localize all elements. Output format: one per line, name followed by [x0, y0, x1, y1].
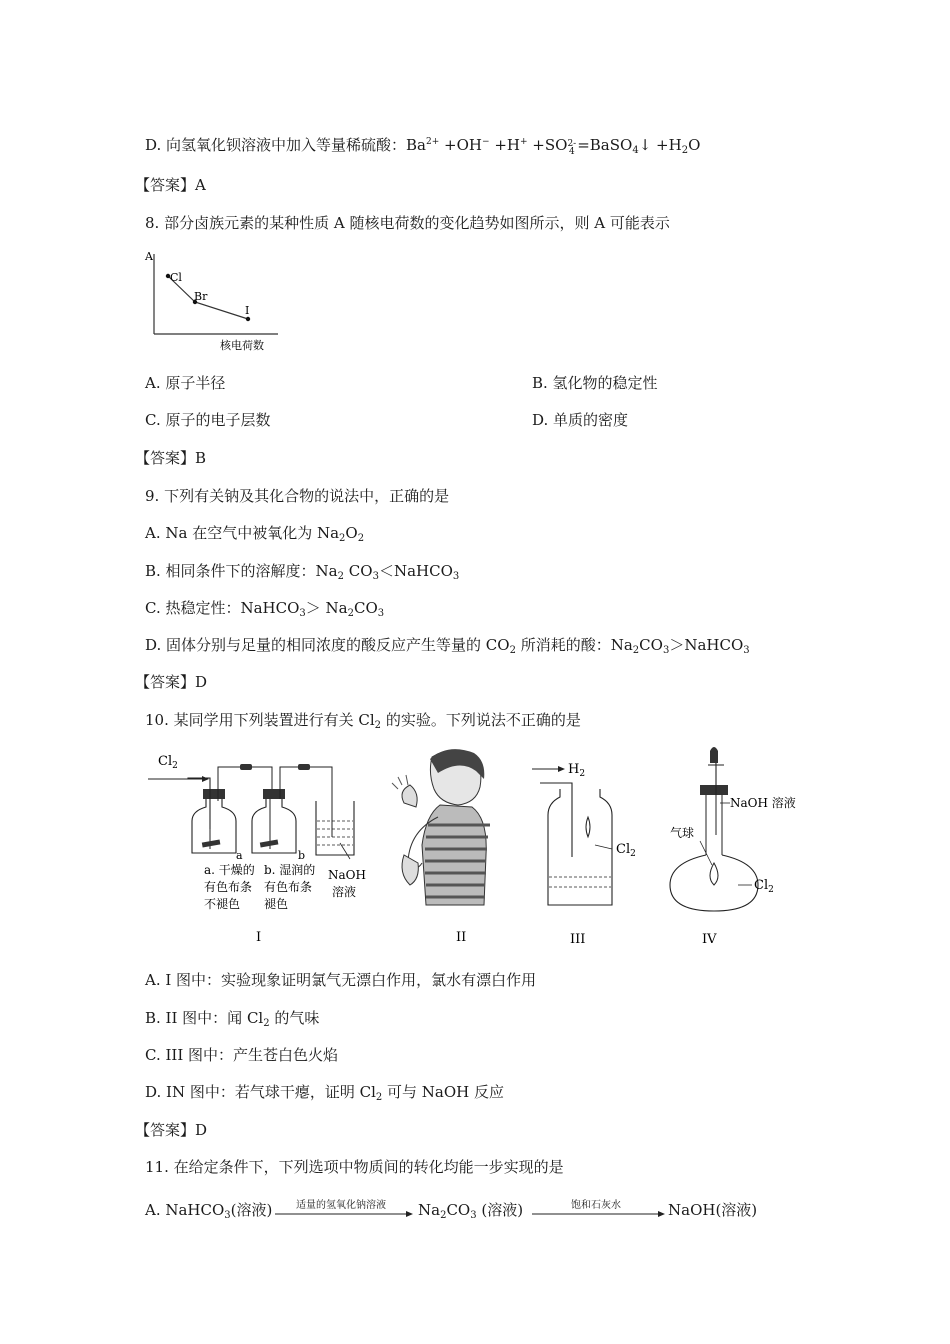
q9-option-c: C. 热稳定性：NaHCO$_3$＞ $Na_2CO_3$ [145, 599, 385, 619]
q10-answer: 【答案】D [135, 1121, 208, 1139]
svg-text:a: a [236, 849, 243, 862]
svg-text:b: b [298, 849, 306, 862]
q8-option-c: C. 原子的电子层数 [145, 411, 271, 429]
q11-option-a-mid: $Na_2CO_3$ (溶液) [418, 1201, 524, 1221]
q8-option-d: D. 单质的密度 [532, 411, 629, 429]
q7-answer: 【答案】A [135, 176, 206, 194]
figure-ii-smelling [392, 749, 490, 945]
svg-text:III: III [570, 932, 586, 947]
q10-option-c: C. III 图中：产生苍白色火焰 [145, 1046, 339, 1064]
q10-option-b: B. II 图中：闻 $Cl_2$ 的气味 [145, 1009, 320, 1029]
reaction-arrow-2: 饱和石灰水 [532, 1196, 665, 1220]
q8-option-b: B. 氢化物的稳定性 [532, 374, 658, 392]
label-i: I [245, 304, 250, 317]
svg-text:有色布条: 有色布条 [264, 880, 313, 894]
svg-text:Cl2: $Cl_2$ [158, 754, 178, 771]
svg-text:NaOH 溶液: NaOH 溶液 [730, 796, 796, 810]
q10-stem: 10. 某同学用下列装置进行有关 $Cl_2$ 的实验。下列说法不正确的是 [145, 711, 581, 731]
x-axis-label: 核电荷数 [220, 339, 264, 352]
svg-text:溶液: 溶液 [332, 885, 357, 899]
svg-text:气球: 气球 [670, 826, 695, 840]
svg-text:Cl2: $Cl_2$ [754, 878, 774, 895]
svg-text:NaOH: NaOH [328, 868, 366, 882]
svg-text:II: II [456, 930, 467, 945]
svg-text:H2: $H_2$ [568, 762, 586, 779]
svg-text:有色布条: 有色布条 [204, 880, 253, 894]
svg-text:不褪色: 不褪色 [204, 897, 241, 911]
q8-stem: 8. 部分卤族元素的某种性质 A 随核电荷数的变化趋势如图所示，则 A 可能表示 [145, 214, 670, 232]
label-cl: Cl [170, 271, 182, 284]
svg-text:b. 湿润的: b. 湿润的 [264, 863, 316, 877]
q9-option-a: A. Na 在空气中被氧化为 $Na_2O_2$ [145, 524, 365, 544]
sulfate-charge: 2- 4 [567, 139, 577, 157]
figure-iii-h2-burning [532, 762, 636, 947]
svg-text:a. 干燥的: a. 干燥的 [204, 863, 255, 877]
q11-option-a-end: NaOH(溶液) [668, 1201, 758, 1219]
q9-stem: 9. 下列有关钠及其化合物的说法中，正确的是 [145, 487, 450, 505]
svg-text:IV: IV [702, 932, 717, 947]
q7-option-d: D. 向氢氧化钡溶液中加入等量稀硫酸：$Ba^{2+} +OH^- +H^+ +SO$ 2- 4 =BaSO$_4$↓ $+H_2O$ [145, 136, 701, 157]
q9-option-b: B. 相同条件下的溶解度：$Na_2$ $CO_3<NaHCO_3$ [145, 562, 460, 582]
q8-option-a: A. 原子半径 [145, 374, 226, 392]
point-i [246, 317, 250, 321]
y-axis-label: A [145, 250, 153, 263]
q8-answer: 【答案】B [135, 449, 207, 467]
q10-option-d: D. IN 图中：若气球干瘪，证明 $Cl_2$ 可与 NaOH 反应 [145, 1083, 505, 1103]
svg-text:褪色: 褪色 [264, 897, 289, 911]
q11-option-a: A. NaHCO$_3$(溶液) [145, 1201, 273, 1221]
q10-apparatus-figure [140, 745, 820, 950]
q11-stem: 11. 在给定条件下，下列选项中物质间的转化均能一步实现的是 [145, 1158, 564, 1176]
svg-text:I: I [256, 930, 262, 945]
q9-option-d: D. 固体分别与足量的相同浓度的酸反应产生等量的 $CO_2$ 所消耗的酸：$Na_2CO_3>NaHCO_3$ [145, 636, 750, 656]
q8-trend-chart [140, 248, 300, 358]
reaction-arrow-1: 适量的氢氧化钠溶液 [275, 1196, 413, 1220]
figure-iv-balloon-flask [670, 747, 796, 947]
figure-i-gas-bottles [148, 754, 366, 945]
q10-option-a: A. I 图中：实验现象证明氯气无漂白作用，氯水有漂白作用 [145, 971, 537, 989]
q9-answer: 【答案】D [135, 673, 208, 691]
svg-text:Cl2: $Cl_2$ [616, 842, 636, 859]
label-br: Br [194, 290, 208, 303]
